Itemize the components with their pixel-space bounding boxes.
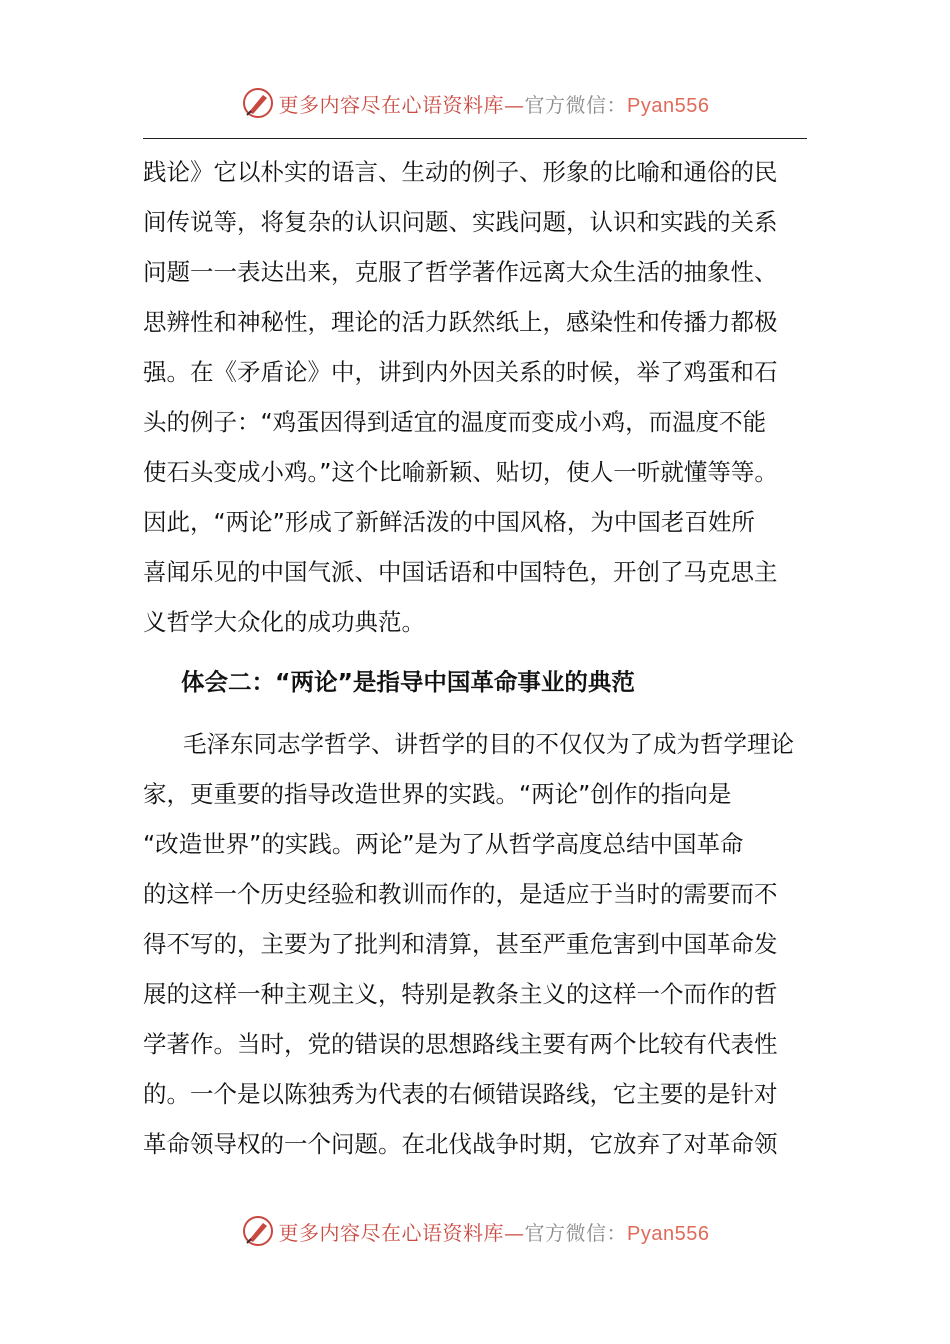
para2-line: 学著作。当时，党的错误的思想路线主要有两个比较有代表性	[143, 1030, 778, 1058]
quill-logo-icon	[241, 86, 275, 120]
para1-line: 强。在《矛盾论》中，讲到内外因关系的时候，举了鸡蛋和石	[143, 358, 778, 386]
para1-line: 践论》它以朴实的语言、生动的例子、形象的比喻和通俗的民	[143, 158, 778, 186]
para1-line: 思辨性和神秘性，理论的活力跃然纸上，感染性和传播力都极	[143, 308, 778, 336]
header-divider	[143, 138, 807, 139]
para2-line: 毛泽东同志学哲学、讲哲学的目的不仅仅为了成为哲学理论	[183, 730, 794, 758]
para1-line: 问题一一表达出来，克服了哲学著作远离大众生活的抽象性、	[143, 258, 778, 286]
para2-line: 得不写的，主要为了批判和清算，甚至严重危害到中国革命发	[143, 930, 778, 958]
header-watermark	[0, 83, 950, 123]
para1-line: 义哲学大众化的成功典范。	[143, 608, 425, 636]
para2-line: 的。一个是以陈独秀为代表的右倾错误路线，它主要的是针对	[143, 1080, 778, 1108]
footer-brand	[279, 1217, 710, 1246]
footer-wechat-id: Pyan556	[627, 1222, 710, 1245]
footer-dash: —	[504, 1220, 525, 1245]
header-brand	[279, 89, 710, 118]
footer-wechat-label: 官方微信：	[524, 1220, 628, 1245]
para2-line: 的这样一个历史经验和教训而作的，是适应于当时的需要而不	[143, 880, 778, 908]
para1-line: 喜闻乐见的中国气派、中国话语和中国特色，开创了马克思主	[143, 558, 778, 586]
footer-watermark	[0, 1211, 950, 1251]
header-dash: —	[504, 92, 525, 117]
footer-brand-text: 更多内容尽在心语资料库	[278, 1220, 505, 1245]
para1-line: 头的例子：“鸡蛋因得到适宜的温度而变成小鸡，而温度不能	[143, 408, 767, 436]
para2-line: 家，更重要的指导改造世界的实践。“两论”创作的指向是	[143, 780, 732, 808]
section-heading: 体会二：“两论”是指导中国革命事业的典范	[181, 668, 635, 696]
para2-line: “改造世界”的实践。两论”是为了从哲学高度总结中国革命	[143, 830, 744, 858]
para2-line: 展的这样一种主观主义，特别是教条主义的这样一个而作的哲	[143, 980, 778, 1008]
para2-line: 革命领导权的一个问题。在北伐战争时期，它放弃了对革命领	[143, 1130, 778, 1158]
para1-line: 因此，“两论”形成了新鲜活泼的中国风格，为中国老百姓所	[143, 508, 755, 536]
para1-line: 间传说等，将复杂的认识问题、实践问题，认识和实践的关系	[143, 208, 778, 236]
para1-line: 使石头变成小鸡。”这个比喻新颖、贴切，使人一听就懂等等。	[143, 458, 778, 486]
header-wechat-label: 官方微信：	[524, 92, 628, 117]
header-wechat-id: Pyan556	[627, 94, 710, 117]
header-brand-text: 更多内容尽在心语资料库	[278, 92, 505, 117]
quill-logo-icon	[241, 1214, 275, 1248]
document-body	[143, 147, 807, 1169]
